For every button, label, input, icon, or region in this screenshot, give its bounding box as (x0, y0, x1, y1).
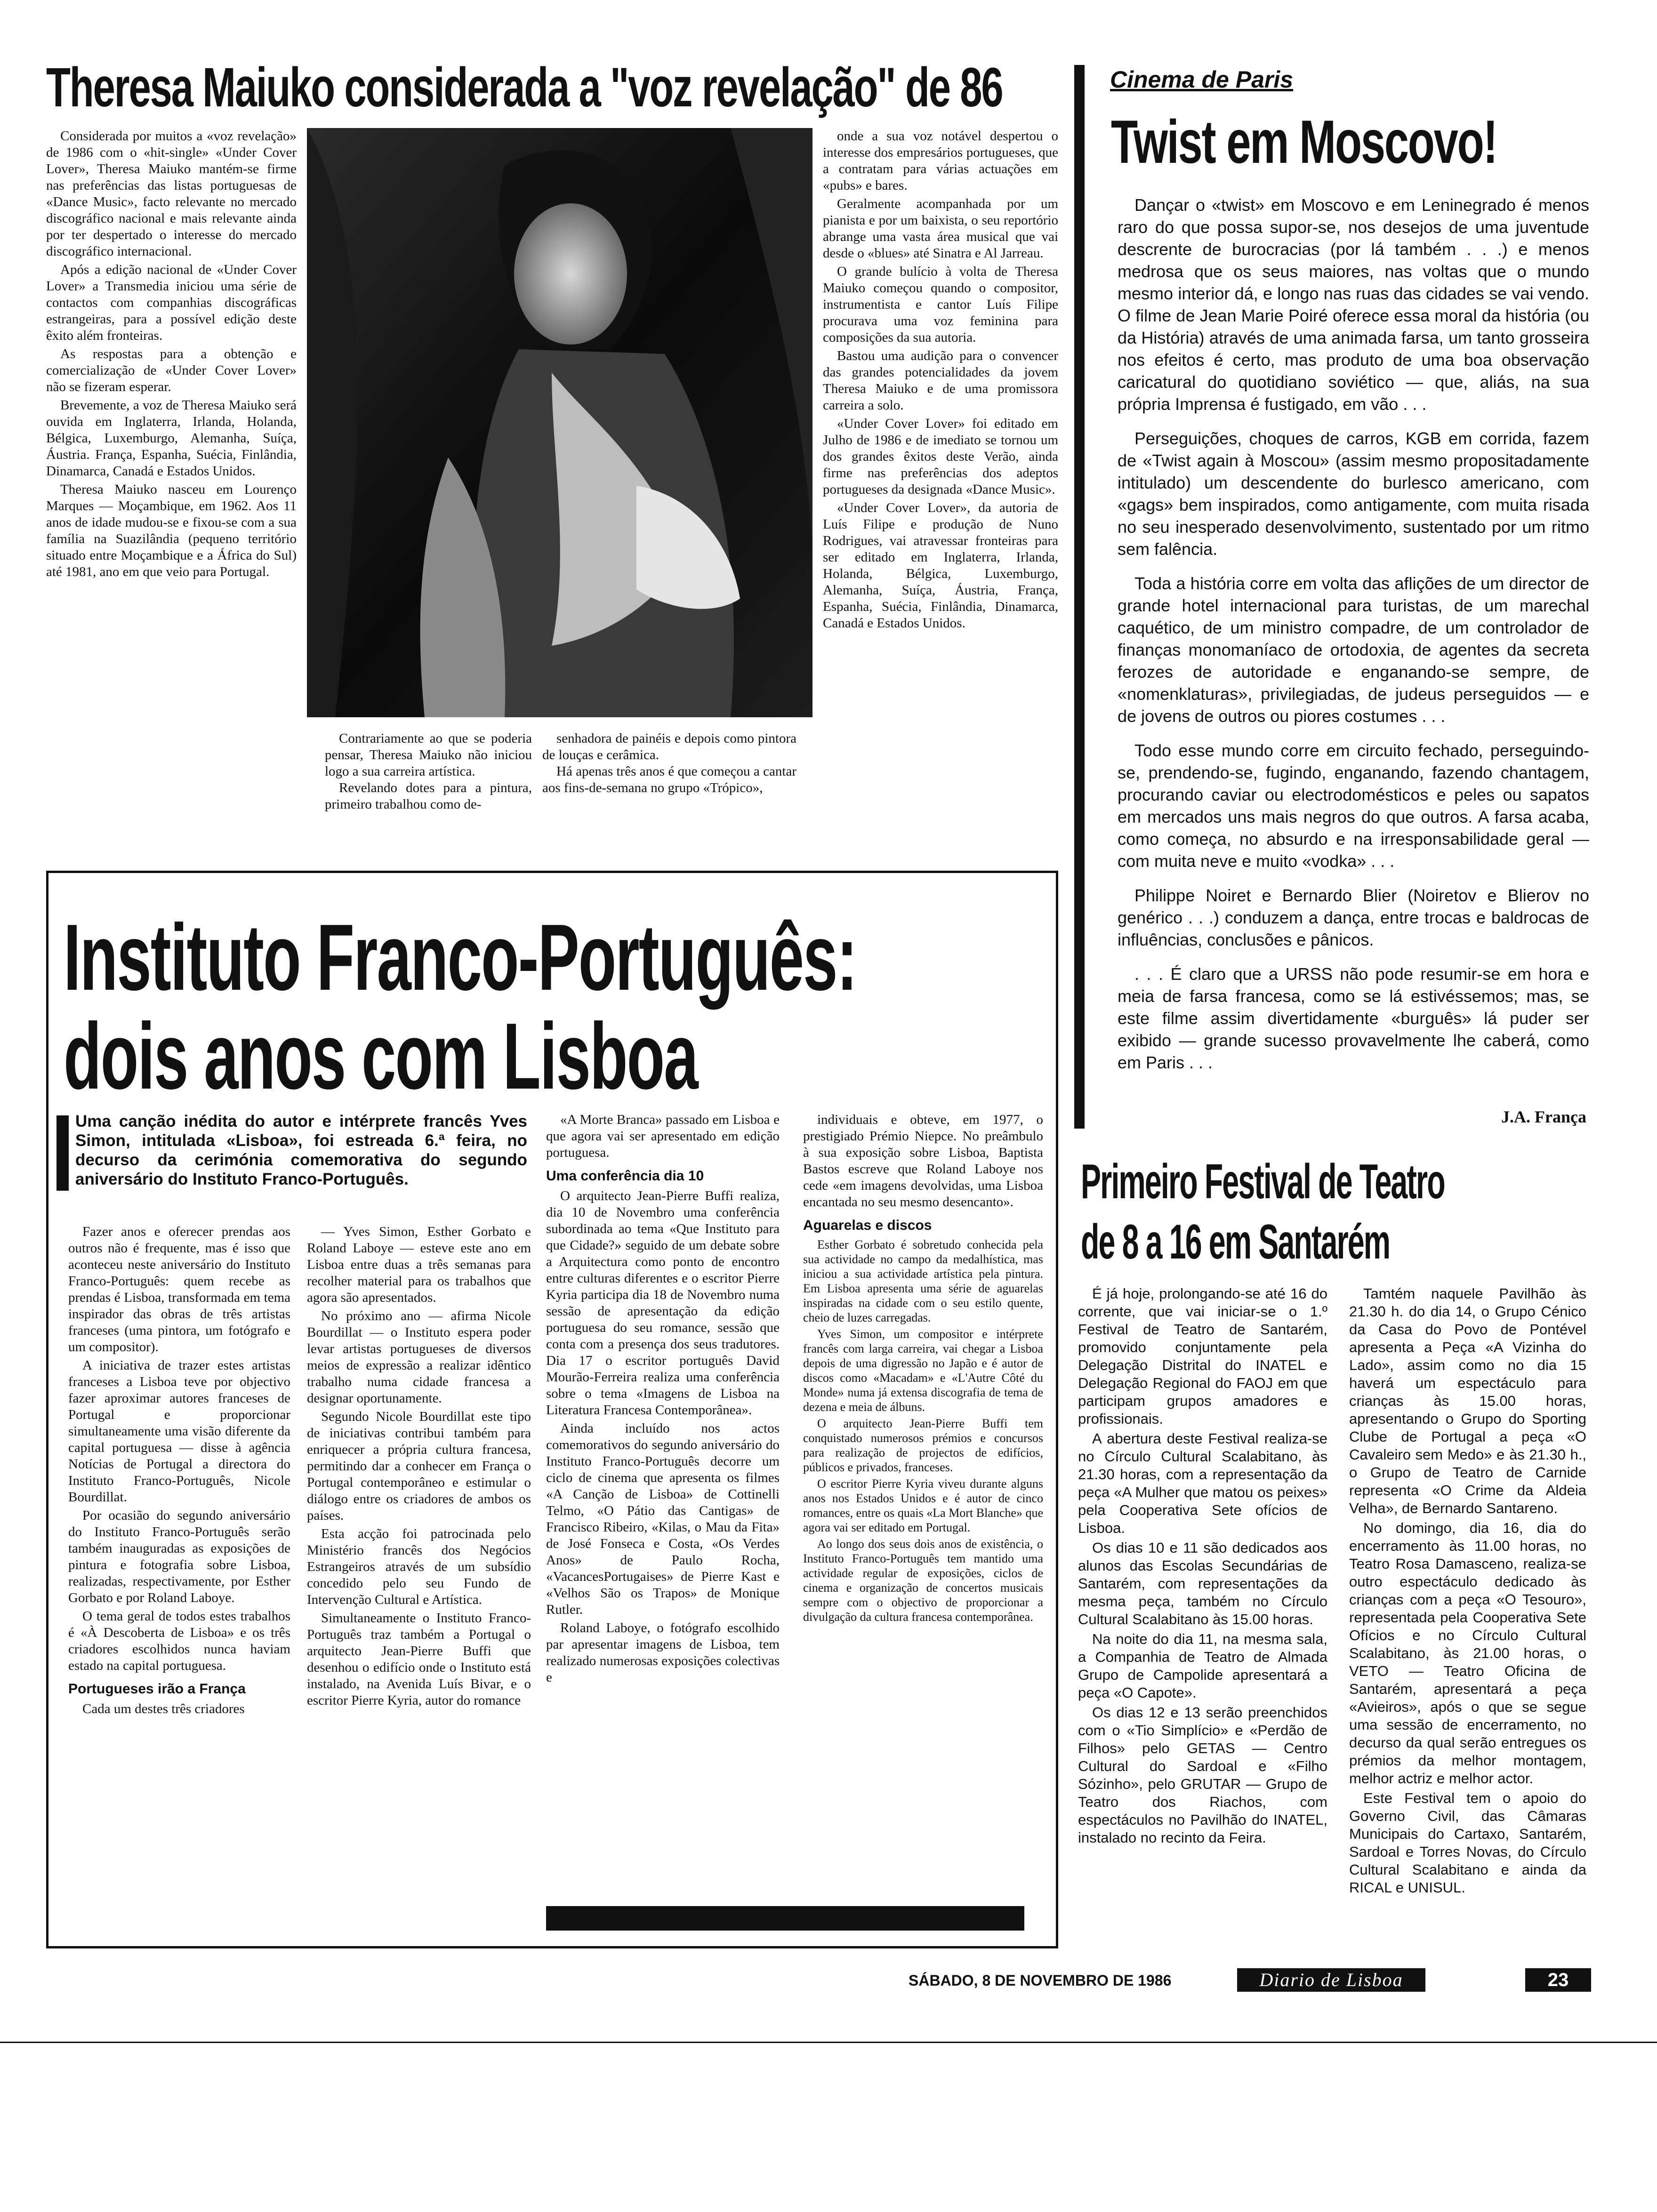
cinema-left-bar (1074, 65, 1085, 1129)
theresa-caption-1: Contrariamente ao que se poderia pensar, Theresa Maiuko não iniciou logo a sua carreira artística. Revelando dotes para a pintura, primeiro trabalhou como de- (325, 731, 532, 812)
instituto-column-4: individuais e obteve, em 1977, o prestigiado Prémio Niepce. No preâmbulo à sua exposição sobre Lisboa, Baptista Bastos escreve que Roland Laboye nos cede «em imagens devolvidas, uma Lisboa encantada no seu mesmo desencanto». Aguarelas e discos Esther Gorbato é sobretudo conhecida pela sua actividade no campo da medalhística, mas iniciou a sua actividade artística pela pintura. Em Lisboa apresenta uma série de aguarelas inspiradas na cidade com o seu estilo quente, cheio de luzes carregadas. Yves Simon, um compositor e intérprete francês com larga carreira, vai chegar a Lisboa depois de uma digressão no Japão e é autor de discos como «Macadam» e «L'Autre Côté du Monde» numa já extensa discografia de tema de dezena e meia de álbuns. O arquitecto Jean-Pierre Buffi tem conquistado numerosos prémios e concursos para realização de projectos de edifícios, públicos e privados, franceses. O escritor Pierre Kyria viveu durante alguns anos nos Estados Unidos e é autor de cinco romances, entre os quais «La Mort Blanche» que agora vai ser editado em Portugal. Ao longo dos seus dois anos de existência, o Instituto Franco-Português tem mantido uma actividade regular de exposições, ciclos de cinema e organização de concertos musicais sempre com o objectivo de proporcionar a divulgação da cultura francesa contemporânea. (803, 1112, 1043, 1624)
footer-masthead-text: Diario de Lisboa (1259, 1969, 1403, 1990)
cinema-byline: J.A. França (1501, 1107, 1586, 1126)
instituto-subhead-aguarelas: Aguarelas e discos (803, 1218, 932, 1233)
theresa-photo (307, 128, 812, 717)
instituto-subhead-portugueses: Portugueses irão a França (68, 1681, 246, 1697)
theresa-headline: Theresa Maiuko considerada a "voz revelação" de 86 (46, 56, 1003, 119)
instituto-column-3: «A Morte Branca» passado em Lisboa e que agora vai ser apresentado em edição portuguesa. Uma conferência dia 10 O arquitecto Jean-Pierre Buffi realiza, dia 10 de Novembro uma conferência subordinada ao tema «Que Instituto para que Cidade?» seguido de um debate sobre a Arquitectura como ponto de encontro entre culturas diferentes e o escritor Pierre Kyria participa dia 18 de Novembro numa sessão de apresentação da edição portuguesa do seu romance, sessão que conta com a presença dos seus tradutores. Dia 17 o escritor português David Mourão-Ferreira realiza uma conferência sobre o tema «Imagens de Lisboa na Literatura Francesa Contemporânea». Ainda incluído nos actos comemorativos do segundo aniversário do Instituto Franco-Português decorre um ciclo de cinema que apresenta os filmes «A Canção de Lisboa» de Cottinelli Telmo, «O Pátio das Cantigas» de Francisco Ribeiro, «Kilas, o Mau da Fita» de José Fonseca e Costa, «Os Verdes Anos» de Paulo Rocha, «VacancesPortugaises» de Pierre Kast e «Velhos São os Trapos» de Monique Rutler. Roland Laboye, o fotógrafo escolhido par apresentar imagens de Lisboa, tem realizado numerosas exposições colectivas e (546, 1112, 780, 1685)
footer-masthead (1237, 1968, 1425, 1992)
instituto-subhead-conferencia: Uma conferência dia 10 (546, 1168, 704, 1184)
instituto-lead-bar (56, 1115, 69, 1191)
instituto-column-1: Fazer anos e oferecer prendas aos outros não é frequente, mas é isso que aconteceu neste aniversário do Instituto Franco-Português: quem recebe as prendas é Lisboa, transformada em tema inspirador das obras de três artistas franceses (uma pintora, um fotógrafo e um compositor). A iniciativa de trazer estes artistas franceses a Lisboa teve por objectivo fazer aproximar autores franceses de Portugal e proporcionar simultaneamente uma visão diferente da capital portuguesa — disse à agência Notícias de Portugal a directora do Instituto Franco-Português, Nicole Bourdillat. Por ocasião do segundo aniversário do Instituto Franco-Português serão também inauguradas as exposições de pintura e fotografia sobre Lisboa, realizadas, respectivamente, por Esther Gorbato e por Roland Laboye. O tema geral de todos estes trabalhos é «À Descoberta de Lisboa» e os três criadores escolhidos nunca haviam estado na capital portuguesa. Portugueses irão a França Cada um destes três criadores (68, 1224, 290, 1716)
theresa-caption-2: senhadora de painéis e depois como pintora de louças e cerâmica. Há apenas três anos é que começou a cantar aos fins-de-semana no grupo «Trópico», (542, 731, 796, 795)
cinema-body: Dançar o «twist» em Moscovo e em Leninegrado é menos raro do que possa supor-se, nos desejos de uma juventude descrente de burocracias (por lá também . . .) e menos medrosa que os seus maiores, nas voltas que o mundo mesmo interior dá, e longo nas ruas das cidades se vai vendo. O filme de Jean Marie Poiré oferece essa moral da história (ou da História) através de uma animada farsa, um tanto grosseira nos efeitos é certo, mas produto de uma boa observação caricatural do quotidiano soviético — que, aliás, na sua própria Imprensa é fustigado, em vão . . . Perseguições, choques de carros, KGB em corrida, fazem de «Twist again à Moscou» (assim mesmo propositadamente intitulado) um descendente do burlesco americano, com «gags» bem inspirados, como antigamente, com muita risada no seu inesperado desenvolvimento, sustentado por um ritmo sem falência. Toda a história corre em volta das aflições de um director de grande hotel internacional para turistas, de um marechal caquético, de um ministro compadre, de um controlador de finanças monomaníaco de ortodoxia, de agentes da secreta ferozes de autoridade e enganando-se sempre, de «nomenklaturas», privilegiadas, de judeus perseguidos — e de jovens de outros ou piores costumes . . . Todo esse mundo corre em circuito fechado, perseguindo-se, prendendo-se, fugindo, enganando, fazendo chantagem, procurando caviar ou electrodomésticos e peles ou sapatos em mercados uns mais negros do que outros. A farsa acaba, como começa, no absurdo e na irresponsabilidade geral — com muita neve e muito «vodka» . . . Philippe Noiret e Bernardo Blier (Noiretov e Blierov no genérico . . .) conduzem a dança, entre trocas e baldrocas de influências, conclusões e pânicos. . . . É claro que a URSS não pode resumir-se em hora e meia de farsa francesa, como se lá estivéssemos; mas, se este filme assim divertidamente «burguês» lá puder ser exibido — grande sucesso provavelmente lhe caberá, como em Paris . . . (1118, 195, 1589, 1072)
footer-page-number (1525, 1968, 1591, 1992)
festival-headline-line-1: Primeiro Festival de Teatro (1081, 1154, 1445, 1209)
festival-column-2: Tamtém naquele Pavilhão às 21.30 h. do dia 14, o Grupo Cénico da Casa do Povo de Pontével apresenta a Peça «A Vizinha do Lado», assim como no dia 15 haverá um espectáculo para crianças às 15.00 horas, apresentando o Grupo do Sporting Clube de Portugal a peça «O Cavaleiro sem Medo» e às 21.30 h., o Grupo de Teatro de Carnide representa «O Crime da Aldeia Velha», de Bernardo Santareno. No domingo, dia 16, dia do encerramento às 11.00 horas, no Teatro Rosa Damasceno, realiza-se outro espectáculo dedicado às crianças com a peça «O Tesouro», representada pela Cooperativa Sete Ofícios e no Círculo Cultural Scalabitano, às 21.00 horas, o VETO — Teatro Oficina de Santarém, apresentará a peça «Avieiros», após o que se segue uma sessão de encerramento, no decurso da qual serão entregues os prémios da melhor montagem, melhor actriz e melhor actor. Este Festival tem o apoio do Governo Civil, das Câmaras Municipais do Cartaxo, Santarém, Sardoal e Torres Novas, do Círculo Cultural Scalabitano e ainda da RICAL e UNISUL. (1349, 1285, 1586, 1896)
cinema-kicker: Cinema de Paris (1110, 66, 1294, 93)
instituto-headline-line-1: Instituto Franco-Português: (64, 905, 857, 1010)
festival-headline-line-2: de 8 a 16 em Santarém (1081, 1215, 1390, 1269)
theresa-column-1: Considerada por muitos a «voz revelação» de 1986 com o «hit-single» «Under Cover Lover», Theresa Maiuko mantém-se firme nas preferências das listas portuguesas de «Dance Music», facto relevante no mercado discográfico nacional e mais relevante ainda por ter despertado o interesse do mercado discográfico internacional. Após a edição nacional de «Under Cover Lover» a Transmedia iniciou uma série de contactos com companhias discográficas estrangeiras, para a possível edição deste êxito além fronteiras. As respostas para a obtenção e comercialização de «Under Cover Lover» não se fizeram esperar. Brevemente, a voz de Theresa Maiuko será ouvida em Inglaterra, Irlanda, Holanda, Bélgica, Luxemburgo, Alemanha, Suíça, Áustria. França, Espanha, Suécia, Finlândia, Dinamarca, Canadá e Estados Unidos. Theresa Maiuko nasceu em Lourenço Marques — Moçambique, em 1962. Aos 11 anos de idade mudou-se e fixou-se com a sua família na Suazilândia (pequeno território situado entre Moçambique e a África do Sul) até 1981, ano em que veio para Portugal. (46, 128, 297, 579)
festival-column-1: É já hoje, prolongando-se até 16 do corrente, que vai iniciar-se o 1.º Festival de Teatro de Santarém, promovido conjuntamente pela Delegação Distrital do INATEL e Delegação Regional do FAOJ em que participam grupos amadores e profissionais. A abertura deste Festival realiza-se no Círculo Cultural Scalabitano, às 21.30 horas, com a representação da peça «A Mulher que matou os peixes» pela Cooperativa Sete ofícios de Lisboa. Os dias 10 e 11 são dedicados aos alunos das Escolas Secundárias de Santarém, com representações da mesma peça, também no Círculo Cultural Scalabitano às 15.00 horas. Na noite do dia 11, na mesma sala, a Companhia de Teatro de Almada Grupo de Campolide apresentará a peça «O Capote». Os dias 12 e 13 serão preenchidos com o «Tio Simplício» e «Perdão de Filhos» pelo GETAS — Centro Cultural do Sardoal e «Filho Sózinho», pelo GRUTAR — Grupo de Teatro dos Riachos, com espectáculos no Pavilhão do INATEL, instalado no recinto da Feira. (1078, 1285, 1327, 1846)
theresa-column-3: onde a sua voz notável despertou o interesse dos empresários portugueses, que a contratam para várias actuações em «pubs» e bares. Geralmente acompanhada por um pianista e por um baixista, o seu reportório abrange uma vasta área musical que vai desde o «blues» até Sinatra e Al Jarreau. O grande bulício à volta de Theresa Maiuko começou quando o compositor, instrumentista e cantor Luís Filipe procurava uma voz feminina para composições da sua autoria. Bastou uma audição para o convencer das grandes potencialidades da jovem Theresa Maiuko e de uma promissora carreira a solo. «Under Cover Lover» foi editado em Julho de 1986 e de imediato se tornou um dos grandes êxitos deste Verão, ainda firme nas preferências dos adeptos portugueses da designada «Dance Music». «Under Cover Lover», da autoria de Luís Filipe e produção de Nuno Rodrigues, vai atravessar fronteiras para ser editado em Inglaterra, Irlanda, Holanda, Bélgica, Luxemburgo, Alemanha, Suíça, Áustria, França, Espanha, Suécia, Finlândia, Dinamarca, Canadá e Estados Unidos. (823, 128, 1058, 631)
cinema-headline: Twist em Moscovo! (1111, 107, 1497, 176)
bottom-page-edge (0, 2042, 1657, 2043)
instituto-headline-line-2: dois anos com Lisboa (64, 1004, 698, 1109)
footer-page-number-text: 23 (1547, 1970, 1569, 1990)
instituto-bottom-bar (546, 1906, 1024, 1931)
instituto-lead: Uma canção inédita do autor e intérprete francês Yves Simon, intitulada «Lisboa», foi estreada 6.ª feira, no decurso da cerimónia comemorativa do segundo aniversário do Instituto Franco-Português. (75, 1112, 527, 1188)
footer-date: SÁBADO, 8 DE NOVEMBRO DE 1986 (909, 1972, 1172, 1989)
instituto-column-2: — Yves Simon, Esther Gorbato e Roland Laboye — esteve este ano em Lisboa entre duas a três semanas para recolher material para os trabalhos que agora são apresentados. No próximo ano — afirma Nicole Bourdillat — o Instituto espera poder levar artistas portugueses de diversos meios de expressão a realizar idêntico trabalho numa cidade francesa a designar oportunamente. Segundo Nicole Bourdillat este tipo de iniciativas contribui também para enriquecer a própria cultura francesa, permitindo dar a conhecer em França o Portugal contemporâneo e estimular o diálogo entre os criadores de ambos os países. Esta acção foi patrocinada pelo Ministério francês dos Negócios Estrangeiros através de um subsídio concedido pelo seu Fundo de Intervenção Cultural e Artística. Simultaneamente o Instituto Franco-Português traz também a Portugal o arquitecto Jean-Pierre Buffi que desenhou o edifício onde o Instituto está instalado, na Avenida Luís Bivar, e o escritor Pierre Kyria, autor do romance (307, 1224, 531, 1708)
